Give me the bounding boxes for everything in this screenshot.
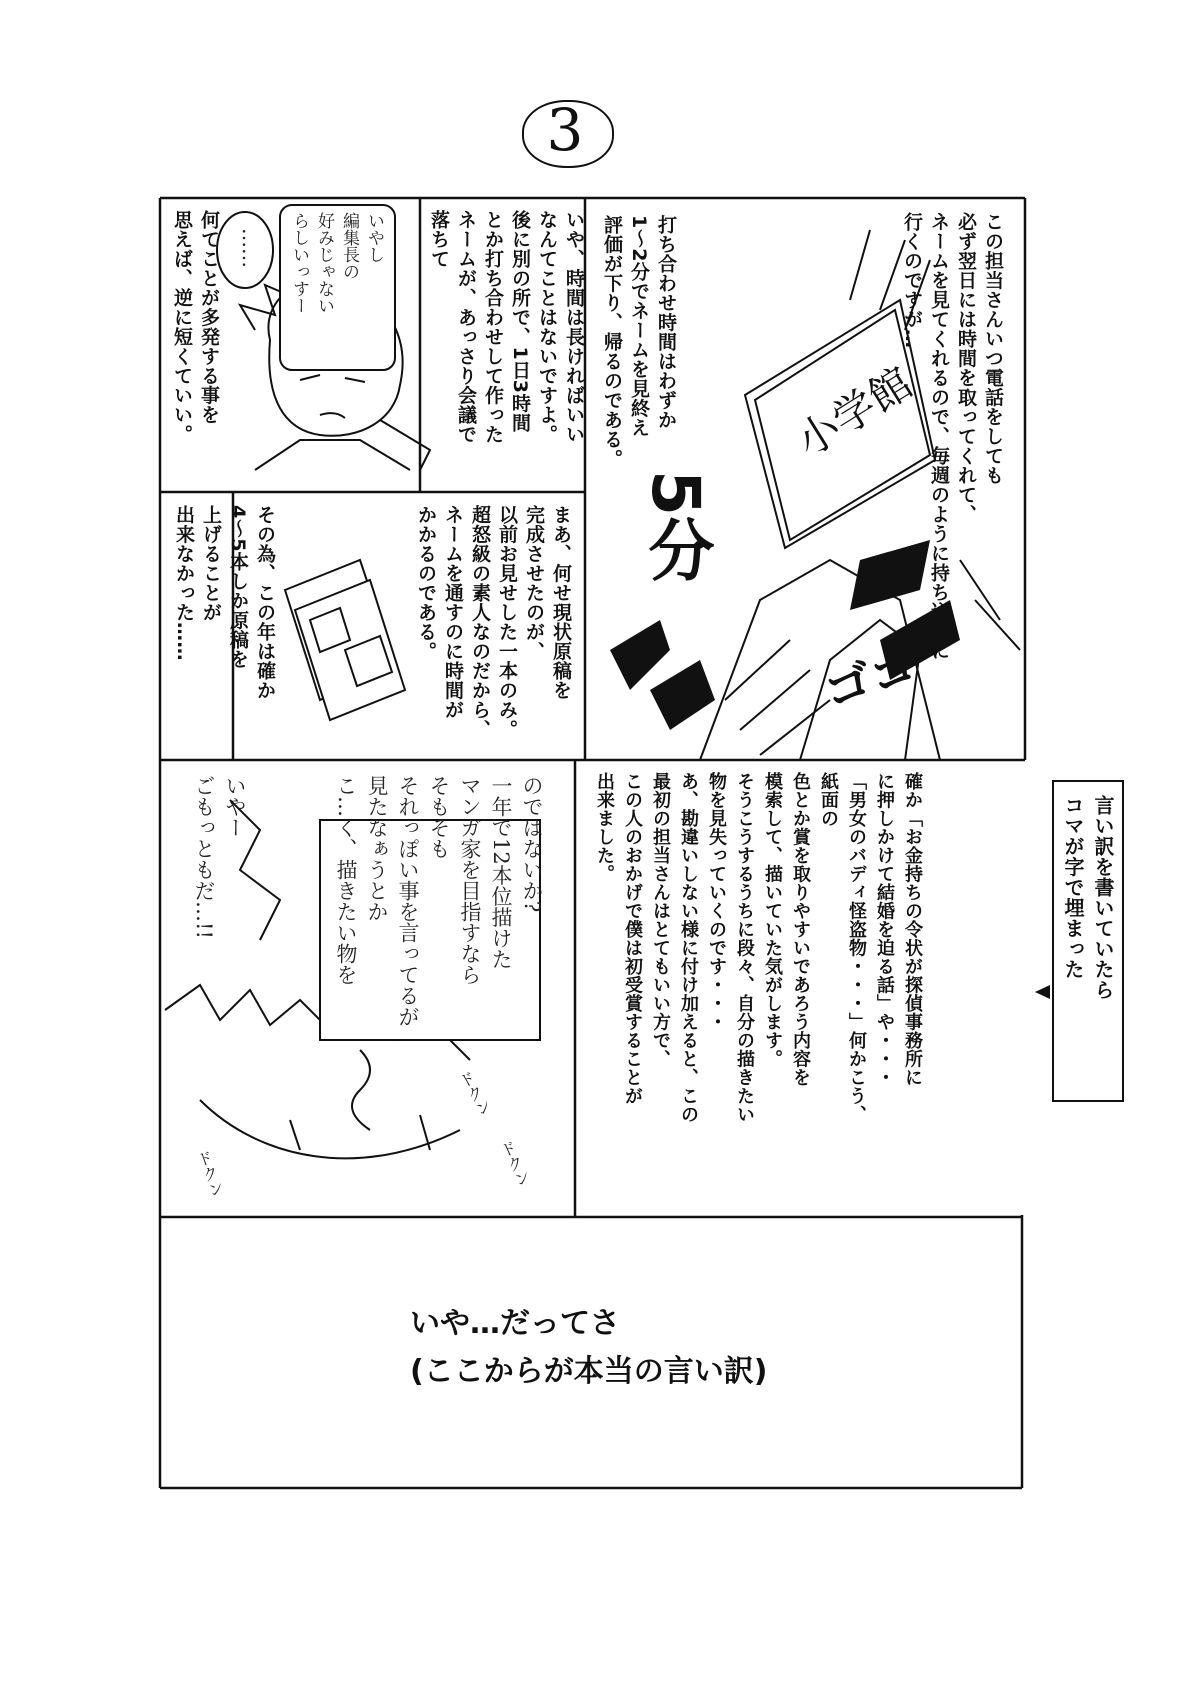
panel-b-line: 1～2分でネームを見終え: [628, 215, 650, 438]
panel-c-line: いや、時間は長ければいい: [563, 210, 585, 444]
handwriting-line: そもそも: [427, 775, 451, 859]
sfx-go-text: ゴゴ: [817, 637, 926, 721]
panel-f-line: 出来ました。: [594, 772, 615, 883]
panel-f-line: 最初の担当さんはとてもいい方で、: [650, 772, 671, 1068]
panel-d-line: まあ、何せ現状原稿を: [550, 505, 572, 700]
panel-d-line: 以前お見せした一本のみ。: [496, 505, 518, 739]
panel-c-line: ネームが、あっさり会議で: [455, 210, 477, 444]
handwriting-line: のではないか?: [520, 775, 544, 913]
panel-a-line: 必ず翌日には時間を取ってくれて、: [955, 212, 977, 524]
panel-f-narration: [590, 772, 926, 1207]
panel-f-line: に押しかけて結婚を迫る話」や・・・: [874, 772, 895, 1087]
panel-f-line: 紙面の: [818, 772, 839, 828]
panel-e-line: 上げることが: [200, 505, 222, 622]
panel-f-line: そうこうするうちに段々、自分の描きたい: [734, 772, 755, 1124]
panel-c-line: 落ちて: [428, 210, 450, 269]
panel-e-line: その為、この年は確か: [254, 505, 276, 700]
manuscript-pages-illustration: [285, 560, 405, 720]
panel-h-line: いや…だってさ: [410, 1306, 620, 1341]
bubble-text: [286, 212, 386, 362]
bubble-line: 編集長の: [339, 212, 359, 280]
sign-text: 小学館: [787, 357, 921, 467]
panel-d-line: 超怒級の素人なのだから、: [469, 505, 491, 739]
panel-c-line: 後に別の所で、1日3時間: [509, 210, 531, 433]
panel-g-handwriting: [188, 775, 250, 1195]
panel-d-narration: [412, 505, 574, 755]
panel-f-line: 模索して、描いていた気がします。: [762, 772, 783, 1068]
sfx-dokun: ドクン: [454, 1068, 495, 1120]
panel-a-line: この担当さんいつ電話をしても: [982, 212, 1004, 485]
panel-c-aside: [168, 210, 222, 480]
panel-f-line: 確か「お金持ちの令状が探偵事務所に: [902, 772, 923, 1087]
bubble-line: 好みじゃない: [314, 212, 334, 314]
panel-c-narration: [425, 210, 587, 480]
note-pointer: [1035, 985, 1050, 999]
handwriting-line: こ…く、描きたい物を: [334, 775, 358, 985]
side-note-line: 言い訳を書いていたら: [1091, 795, 1115, 1000]
panel-a-line: 行くのですが…: [901, 212, 923, 349]
five-minutes-text: 5分: [637, 470, 714, 582]
panel-c-line: なんてことはないですよ。: [536, 210, 558, 444]
panel-f-line: この人のおかげで僕は初受賞することが: [622, 772, 643, 1105]
panel-c-aside-line: 思えば、逆に短くていい。: [171, 210, 193, 444]
sfx-dokun: ドクン: [192, 1148, 227, 1200]
handwriting-line: ごもっともだ…!!: [192, 775, 216, 939]
handwriting-line: それっぽい事を言ってるが: [396, 775, 420, 1027]
small-bubble-text: ……: [238, 228, 262, 268]
page-number: 3: [546, 96, 584, 164]
panel-c-line: とか打ち合わせして作った: [482, 210, 504, 444]
sfx-dokun: ドクン: [495, 1138, 534, 1190]
panel-a-line: ネームを見てくれるので、毎週のように持ち込みに: [928, 212, 950, 661]
panel-e-line: 出来なかった……: [173, 505, 195, 661]
handwriting-line: 一年で12本位描けた: [489, 775, 513, 970]
panel-d-line: 完成させたのが、: [523, 505, 545, 661]
handwriting-line: いやー: [223, 775, 247, 838]
panel-f-line: 「男女のバディ怪盗物・・・」何かこう、: [846, 772, 867, 1124]
bubble-line: らしいっすー: [289, 212, 309, 314]
panel-h-text: [410, 1300, 767, 1396]
handwriting-line: 見たなぁうとか: [365, 775, 389, 922]
panel-b-line: 評価が下り、帰るのである。: [601, 215, 623, 469]
side-note-text: [1058, 795, 1118, 1095]
panel-h-line: (ここからが本当の言い訳): [410, 1354, 768, 1389]
panel-f-line: あ、勘違いしない様に付け加えると、この: [678, 772, 699, 1124]
panel-e-narration: [170, 505, 278, 755]
panel-c-aside-line: 何てことが多発する事を: [198, 210, 220, 425]
panel-f-line: 物を見失っていくのです・・・: [706, 772, 727, 1031]
panel-f-line: 色とか賞を取りやすいであろう内容を: [790, 772, 811, 1087]
bubble-line: いやし: [364, 212, 384, 263]
panel-e-line: 4～5本しか原稿を: [227, 505, 249, 669]
side-note-line: コマが字で埋まった: [1061, 795, 1085, 980]
panel-d-line: かかるのである。: [415, 505, 437, 661]
handwriting-line: マンガ家を目指すなら: [458, 775, 482, 985]
panel-d-line: ネームを通すのに時間が: [442, 505, 464, 720]
panel-b-line: 打ち合わせ時間はわずか: [655, 215, 677, 430]
